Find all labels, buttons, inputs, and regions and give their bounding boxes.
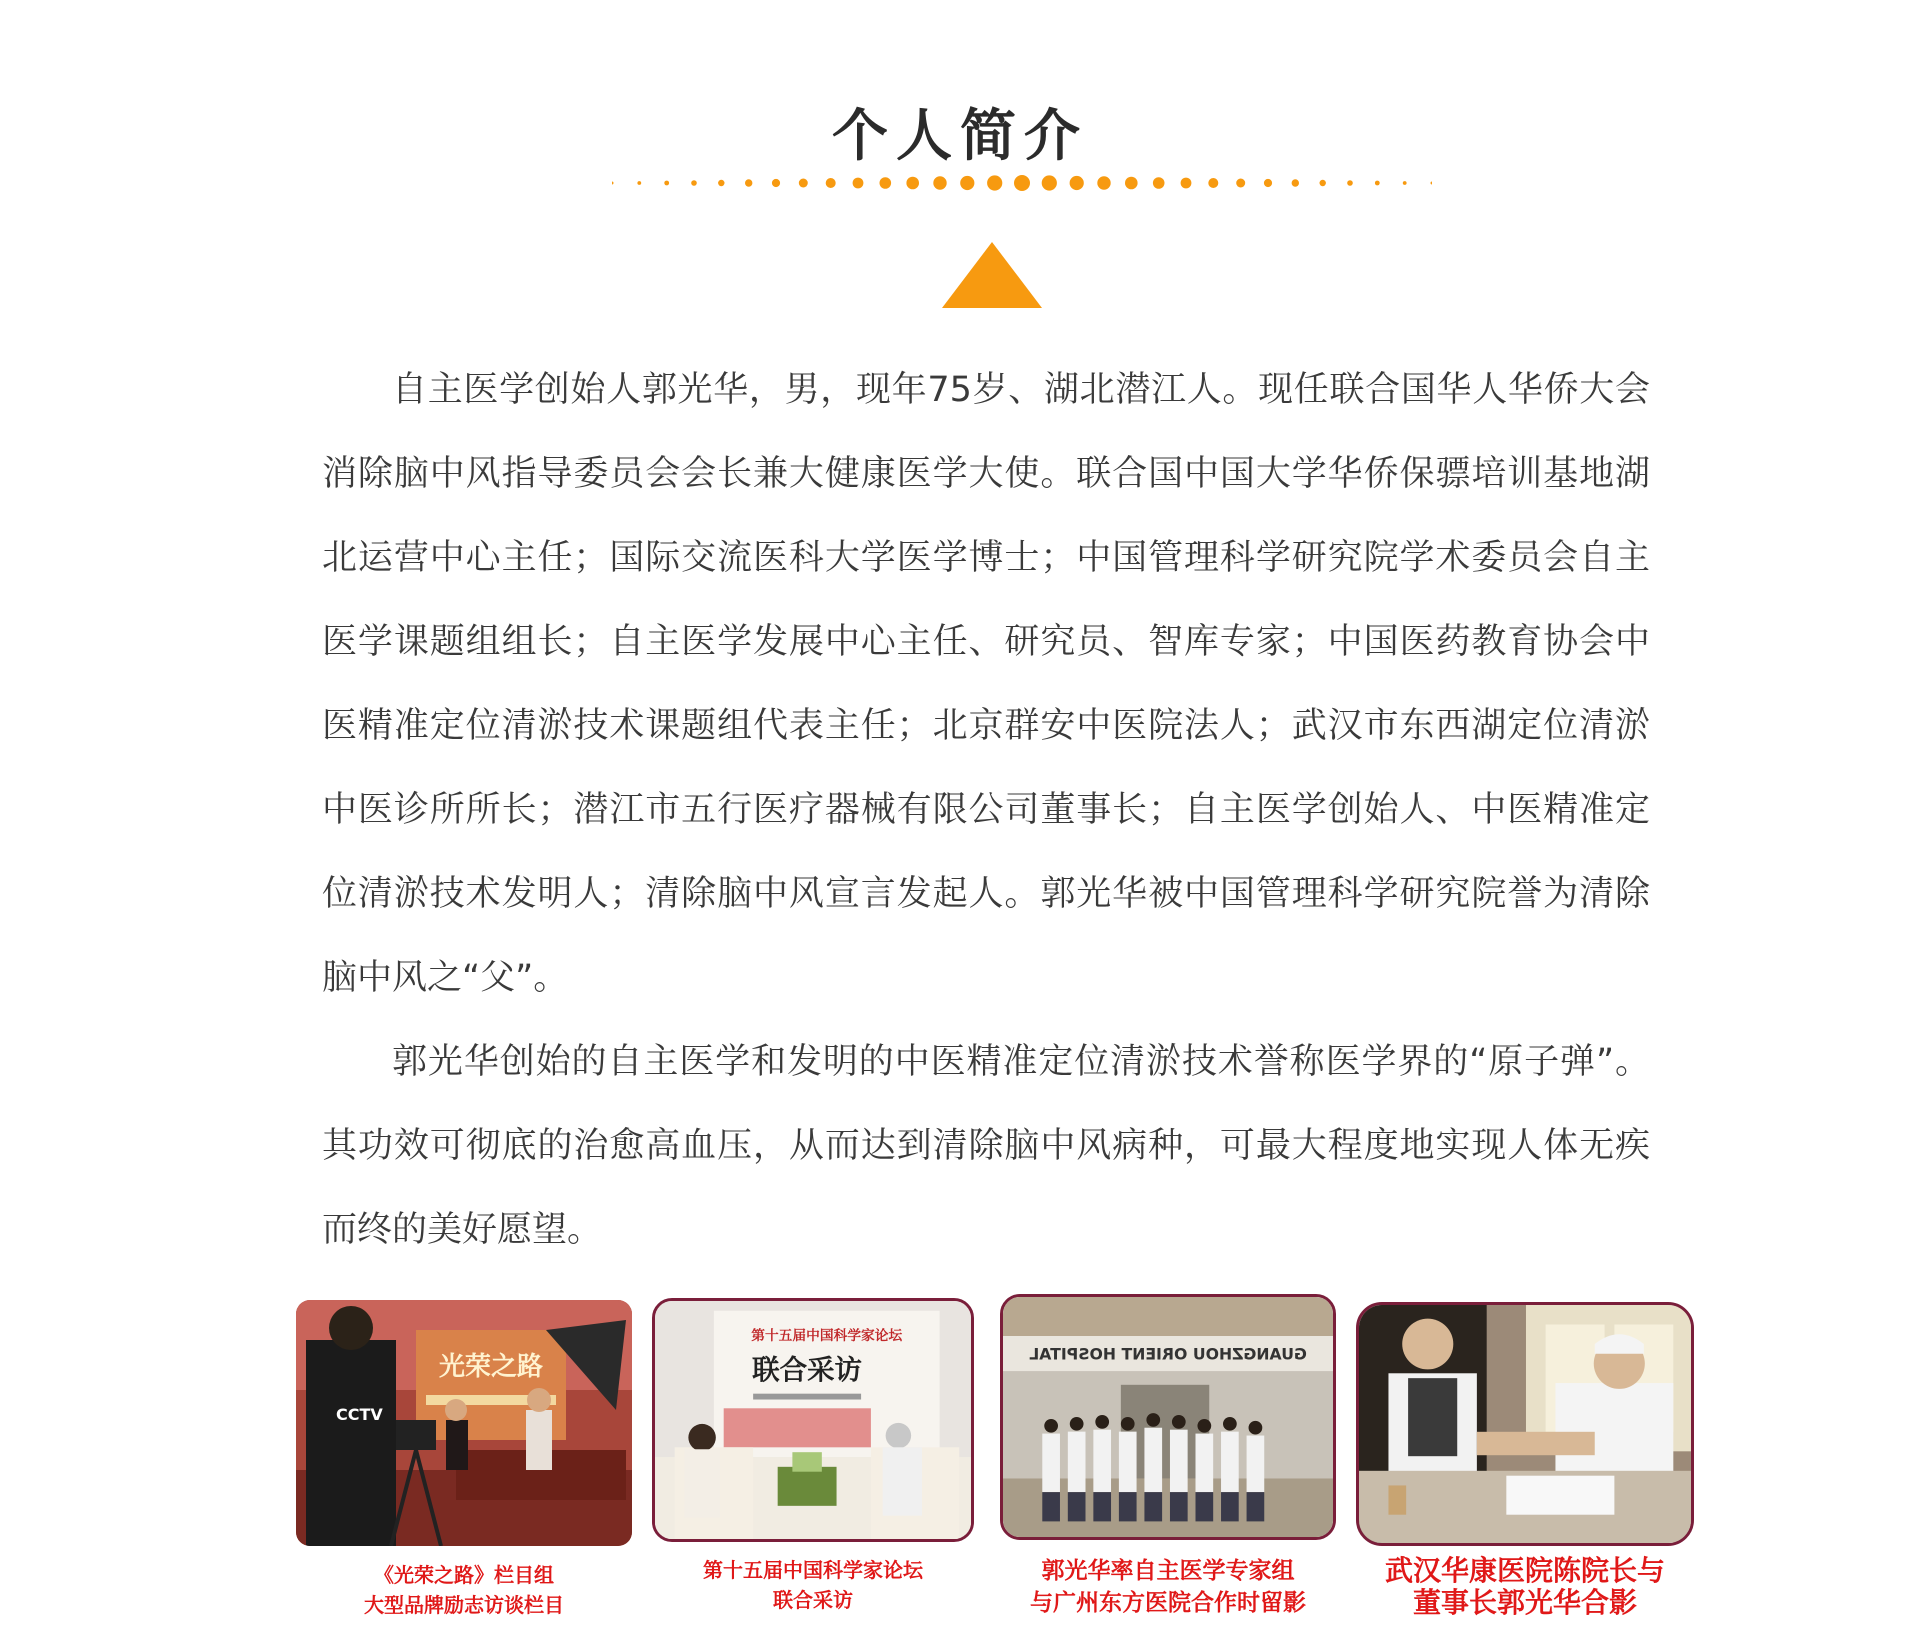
photo-tv-interview (296, 1300, 632, 1546)
divider-dot (1236, 179, 1245, 188)
bio-paragraph-2: 郭光华创始的自主医学和发明的中医精准定位清淤技术誉称医学界的“原子弹”。其功效可彻底的治愈高血压，从而达到清除脑中风病种，可最大程度地实现人体无疾而终的美好愿望。 (322, 1042, 1650, 1250)
bio-paragraph-1: 自主医学创始人郭光华，男，现年75岁、湖北潜江人。现任联合国华人华侨大会消除脑中风指导委员会会长兼大健康医学大使。联合国中国大学华侨保骠培训基地湖北运营中心主任；国际交流医科大学医学博士；中国管理科学研究院学术委员会自主医学课题组组长；自主医学发展中心主任、研究员、智库专家；中国医药教育协会中医精准定位清淤技术课题组代表主任；北京群安中医院法人；武汉市东西湖定位清淤中医诊所所长；潜江市五行医疗器械有限公司董事长；自主医学创始人、中医精准定位清淤技术发明人；清除脑中风宣言发起人。郭光华被中国管理科学研究院誉为清除脑中风之“父”。 (322, 370, 1650, 998)
divider-dot (664, 181, 669, 186)
divider-dot (772, 179, 780, 187)
divider-dot (987, 175, 1002, 190)
bio-text (322, 348, 1650, 1272)
divider-dot (1264, 179, 1272, 187)
forum-banner: 第十五届中国科学家论坛 (751, 1328, 903, 1345)
divider-dot (1320, 180, 1326, 186)
photo-handshake (1356, 1302, 1694, 1546)
divider-dot (1208, 178, 1218, 188)
divider-dot (1153, 177, 1165, 189)
divider-dot (1347, 180, 1353, 186)
divider-dot (1125, 177, 1138, 190)
divider-dot (906, 177, 919, 190)
divider-dot (853, 178, 864, 189)
photo-forum-interview (652, 1298, 974, 1542)
joint-interview-board: 联合采访 (752, 1354, 863, 1387)
divider-dot (1070, 176, 1084, 190)
photo-caption-1: 《光荣之路》栏目组 大型品牌励志访谈栏目 (364, 1563, 564, 1617)
divider-dot (1181, 178, 1192, 189)
photo-caption-2: 第十五届中国科学家论坛 联合采访 (703, 1558, 923, 1612)
photo-caption-3: 郭光华率自主医学专家组 与广州东方医院合作时留影 (1030, 1557, 1306, 1616)
hospital-sign: GUANGZHOU ORIENT HOSPITAL (1029, 1344, 1307, 1364)
divider-dot (1292, 179, 1299, 186)
page-title: 个人简介 (832, 104, 1088, 169)
divider-dot (933, 176, 946, 189)
divider-dot (1014, 175, 1030, 191)
divider-dot (637, 181, 641, 185)
dotted-divider (612, 170, 1432, 196)
divider-dot (691, 180, 697, 186)
divider-dot (745, 179, 752, 186)
divider-dot (826, 178, 836, 188)
divider-dot (1375, 181, 1380, 186)
divider-dot (718, 180, 724, 186)
divider-dot (1097, 176, 1110, 189)
divider-dot (1403, 181, 1407, 185)
divider-dot (960, 176, 974, 190)
divider-dot (799, 179, 808, 188)
divider-dot (612, 182, 614, 185)
banner-text: 光荣之路 (438, 1352, 544, 1382)
divider-dot (1042, 175, 1057, 190)
photo-hospital-group (1000, 1294, 1336, 1540)
divider-dot (880, 177, 892, 189)
divider-dot (1431, 182, 1433, 185)
triangle-marker-icon (942, 242, 1042, 308)
cctv-badge: CCTV (336, 1405, 383, 1424)
photo-caption-4: 武汉华康医院陈院长与 董事长郭光华合影 (1384, 1554, 1665, 1619)
